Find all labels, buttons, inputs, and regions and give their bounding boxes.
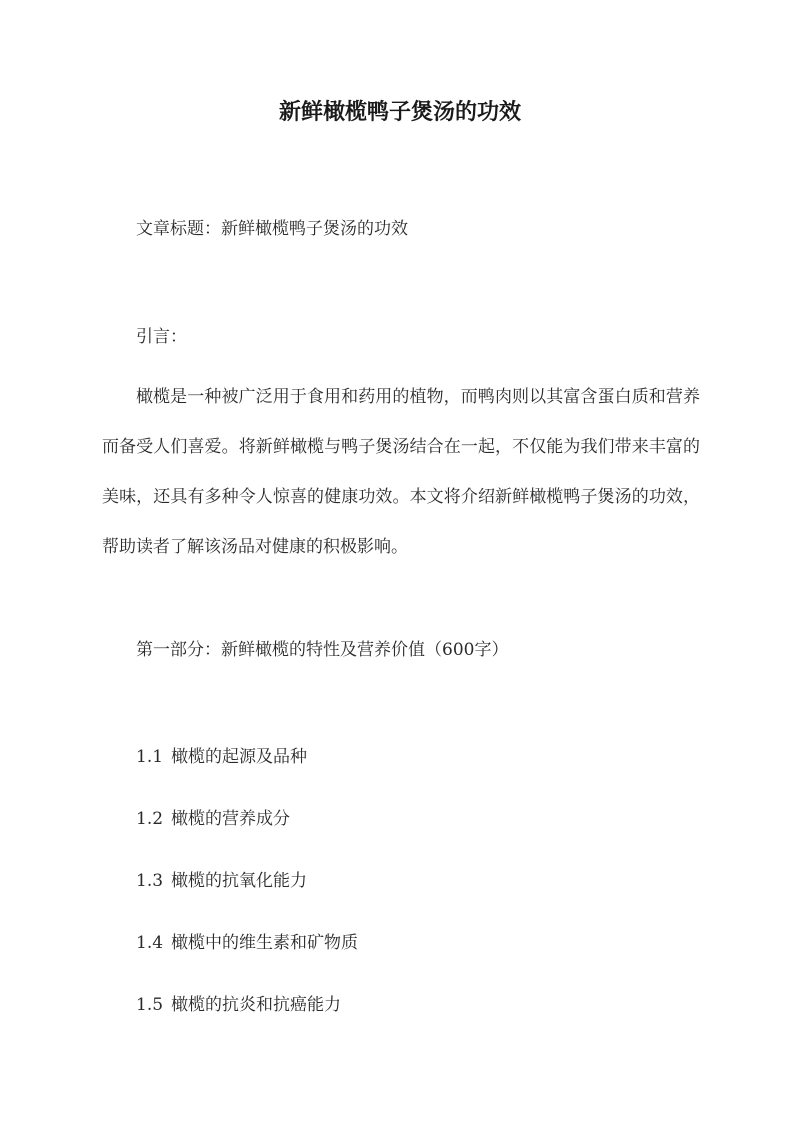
part1-outline-list	[136, 744, 358, 1054]
outline-item-text: 橄榄中的维生素和矿物质	[171, 933, 359, 953]
outline-item-text: 橄榄的抗氧化能力	[171, 871, 308, 891]
outline-item-number: 1.3	[136, 871, 164, 891]
intro-paragraph: 橄榄是一种被广泛用于食用和药用的植物，而鸭肉则以其富含蛋白质和营养而备受人们喜爱。将新鲜橄榄与鸭子煲汤结合在一起，不仅能为我们带来丰富的美味，还具有多种令人惊喜的健康功效。本文将介绍新鲜橄榄鸭子煲汤的功效，帮助读者了解该汤品对健康的积极影响。	[102, 387, 700, 557]
outline-item-number: 1.2	[136, 809, 164, 829]
outline-item	[136, 868, 358, 930]
article-title-line: 文章标题：新鲜橄榄鸭子煲汤的功效	[136, 219, 408, 239]
outline-item-number: 1.5	[136, 995, 164, 1015]
intro-label: 引言：	[136, 327, 187, 347]
outline-item-text: 橄榄的抗炎和抗癌能力	[171, 995, 342, 1015]
outline-item-number: 1.1	[136, 747, 164, 767]
outline-item	[136, 744, 358, 806]
document-title: 新鲜橄榄鸭子煲汤的功效	[278, 99, 521, 125]
outline-item	[136, 806, 358, 868]
outline-item-text: 橄榄的营养成分	[171, 809, 291, 829]
outline-item	[136, 930, 358, 992]
outline-item-text: 橄榄的起源及品种	[171, 747, 308, 767]
part1-heading: 第一部分：新鲜橄榄的特性及营养价值（600字）	[136, 640, 509, 660]
outline-item	[136, 992, 358, 1054]
outline-item-number: 1.4	[136, 933, 164, 953]
